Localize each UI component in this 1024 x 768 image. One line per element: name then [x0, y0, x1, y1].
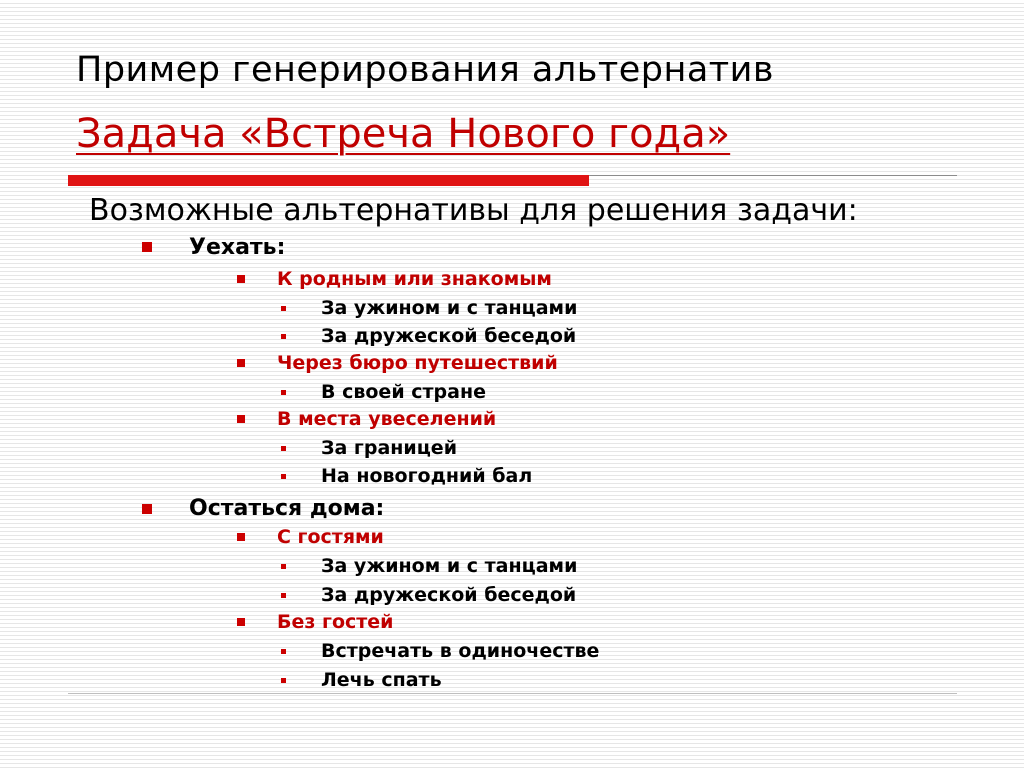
small-square-bullet-icon: [281, 474, 286, 479]
option-leave-label: Уехать:: [189, 235, 286, 260]
small-square-bullet-icon: [281, 678, 286, 683]
intro-text: Возможные альтернативы для решения задачи:: [89, 193, 858, 228]
list-item: В своей стране: [321, 381, 486, 403]
square-bullet-icon: [237, 618, 245, 626]
small-square-bullet-icon: [281, 446, 286, 451]
square-bullet-icon: [237, 275, 245, 283]
list-item: На новогодний бал: [321, 465, 533, 487]
square-bullet-icon: [142, 242, 152, 252]
list-item: Лечь спать: [321, 669, 442, 691]
group-without-guests-label: Без гостей: [277, 611, 394, 633]
small-square-bullet-icon: [281, 649, 286, 654]
title-divider-line: [589, 175, 957, 176]
option-stay-home-label: Остаться дома:: [189, 496, 385, 521]
square-bullet-icon: [237, 415, 245, 423]
small-square-bullet-icon: [281, 334, 286, 339]
group-with-guests-label: С гостями: [277, 526, 384, 548]
group-entertainment-label: В места увеселений: [277, 408, 497, 430]
square-bullet-icon: [142, 504, 152, 514]
title-accent-bar: [68, 175, 589, 186]
list-item: За ужином и с танцами: [321, 297, 578, 319]
slide-title: Пример генерирования альтернатив: [76, 50, 775, 90]
small-square-bullet-icon: [281, 306, 286, 311]
slide-subtitle: Задача «Встреча Нового года»: [76, 111, 731, 157]
square-bullet-icon: [237, 359, 245, 367]
group-travel-agency-label: Через бюро путешествий: [277, 352, 558, 374]
small-square-bullet-icon: [281, 593, 286, 598]
list-item: За ужином и с танцами: [321, 555, 578, 577]
list-item: За дружеской беседой: [321, 584, 577, 606]
small-square-bullet-icon: [281, 390, 286, 395]
small-square-bullet-icon: [281, 564, 286, 569]
list-item: За границей: [321, 437, 458, 459]
group-relatives-label: К родным или знакомым: [277, 268, 552, 290]
list-item: Встречать в одиночестве: [321, 640, 600, 662]
footer-divider-line: [68, 693, 957, 694]
list-item: За дружеской беседой: [321, 325, 577, 347]
square-bullet-icon: [237, 533, 245, 541]
